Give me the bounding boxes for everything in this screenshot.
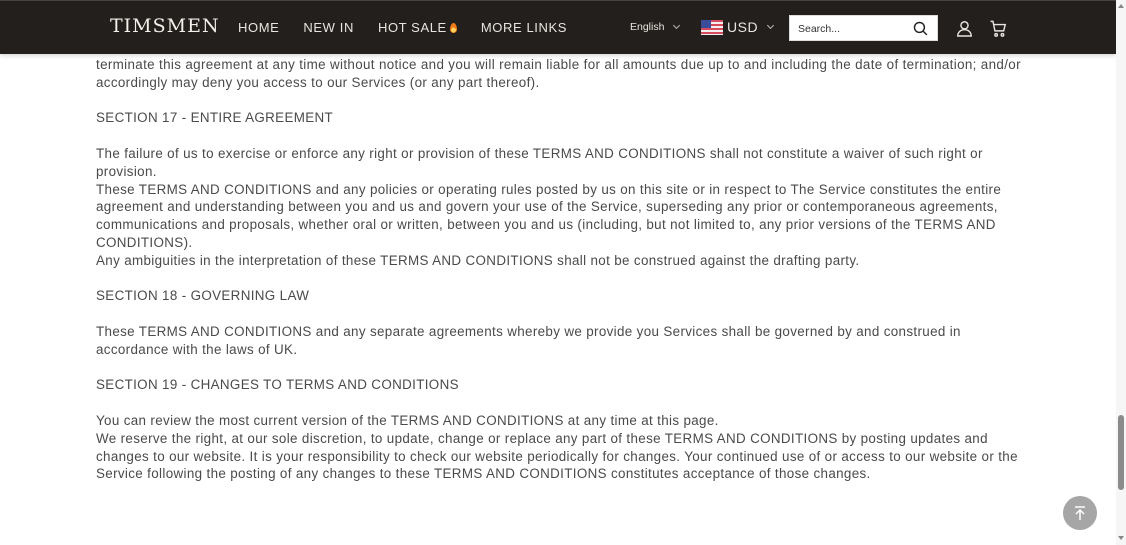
- scroll-up-arrow-icon[interactable]: [1118, 4, 1124, 8]
- section-17-paragraph: The failure of us to exercise or enforce any right or provision of these TERMS AND CONDITIONS shall not constitute a waiver of such right or provision.: [96, 145, 983, 179]
- cart-icon[interactable]: [989, 19, 1008, 38]
- nav-hot-sale[interactable]: [378, 20, 457, 35]
- search-icon[interactable]: [912, 20, 929, 37]
- vertical-scrollbar[interactable]: [1116, 0, 1126, 545]
- nav-home[interactable]: [238, 20, 279, 35]
- section-17-heading: SECTION 17 - ENTIRE AGREEMENT: [96, 110, 334, 126]
- terms-content: [96, 56, 1026, 483]
- intro-line: terminate this agreement at any time without notice and you will remain liable for all amounts due up to and including the date of termination; and/or: [96, 57, 1021, 72]
- site-logo[interactable]: TIMSMEN: [110, 15, 220, 37]
- language-selector[interactable]: [630, 21, 679, 33]
- nav-more-links-label: MORE LINKS: [480, 20, 568, 35]
- currency-label: USD: [727, 19, 759, 35]
- intro-line: accordingly may deny you access to our Services (or any part thereof).: [96, 74, 540, 90]
- arrow-up-to-line-icon: [1072, 505, 1088, 521]
- us-flag-icon: [701, 20, 723, 35]
- section-18-paragraph: These TERMS AND CONDITIONS and any separate agreements whereby we provide you Services shall be governed by and construed in accordance with the laws of UK.: [96, 323, 961, 357]
- currency-selector[interactable]: [701, 19, 773, 35]
- scroll-down-arrow-icon[interactable]: [1118, 536, 1124, 540]
- section-19-heading: SECTION 19 - CHANGES TO TERMS AND CONDITIONS: [96, 377, 459, 393]
- main-nav: [238, 20, 591, 35]
- nav-hot-sale-label: HOT SALE: [377, 20, 447, 35]
- language-label: English: [630, 21, 665, 33]
- chevron-down-icon: [767, 22, 774, 29]
- section-17-paragraph: These TERMS AND CONDITIONS and any policies or operating rules posted by us on this site or in respect to The Service constitutes the entire agreement and understanding between you and us and govern your use of the Service, superseding any prior or contemporaneous agreements, communications and proposals, whether oral or written, between you and us (including, but not limited to, any prior versions of the TERMS AND CONDITIONS).: [96, 181, 1002, 250]
- account-icon[interactable]: [955, 19, 974, 38]
- nav-more-links[interactable]: [481, 20, 567, 35]
- section-19-paragraph: You can review the most current version of the TERMS AND CONDITIONS at any time at this page.: [96, 412, 719, 428]
- search-box: [789, 15, 938, 41]
- nav-new-in[interactable]: [303, 20, 354, 35]
- section-18-heading: SECTION 18 - GOVERNING LAW: [96, 288, 310, 304]
- search-input[interactable]: [798, 21, 908, 37]
- site-header: [0, 0, 1116, 54]
- chevron-down-icon: [673, 22, 680, 29]
- section-19-paragraph: We reserve the right, at our sole discretion, to update, change or replace any part of these TERMS AND CONDITIONS by posting updates and changes to our website. It is your responsibility to check our website periodically for changes. Your continued use of or access to our website or the Service following the posting of any changes to these TERMS AND CONDITIONS constitutes acceptance of those changes.: [96, 430, 1018, 482]
- flame-icon: [450, 23, 457, 33]
- nav-new-in-label: NEW IN: [303, 20, 354, 35]
- nav-home-label: HOME: [238, 20, 280, 35]
- back-to-top-button[interactable]: [1063, 496, 1097, 530]
- section-17-paragraph: Any ambiguities in the interpretation of these TERMS AND CONDITIONS shall not be construed against the drafting party.: [96, 252, 860, 268]
- scrollbar-thumb[interactable]: [1118, 415, 1124, 490]
